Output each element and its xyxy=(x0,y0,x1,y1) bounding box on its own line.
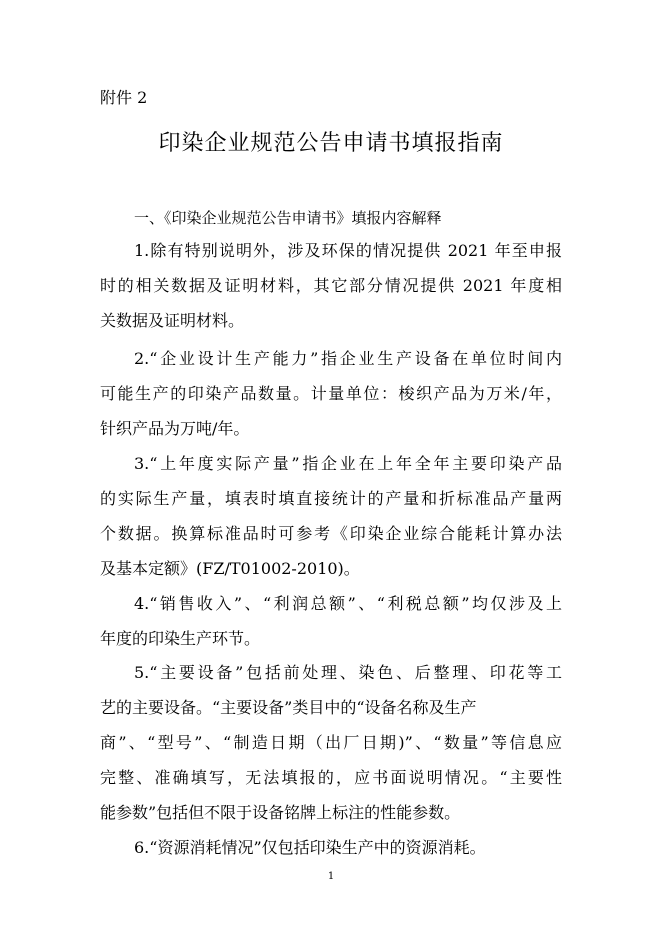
paragraph-line: 可能生产的印染产品数量。计量单位：梭织产品为万米/年， xyxy=(100,384,562,403)
document-title: 印染企业规范公告申请书填报指南 xyxy=(158,131,504,156)
paragraph-line: 关数据及证明材料。 xyxy=(100,311,245,330)
paragraph-3 xyxy=(100,446,562,586)
paragraph-line: 艺的主要设备。“主要设备”类目中的“设备名称及生产 xyxy=(100,698,477,717)
paragraph-1 xyxy=(100,233,562,338)
paragraph-line: 能参数”包括但不限于设备铭牌上标注的性能参数。 xyxy=(100,803,461,822)
paragraph-line: 商”、“型号”、“制造日期（出厂日期)”、“数量”等信息应 xyxy=(100,733,562,752)
paragraph-6 xyxy=(100,830,562,865)
paragraph-line: 3.“上年度实际产量”指企业在上年全年主要印染产品 xyxy=(134,454,562,473)
paragraph-line: 及基本定额》(FZ/T01002-2010)。 xyxy=(100,559,360,578)
attachment-label: 附件 2 xyxy=(100,88,148,107)
paragraph-line: 完整、准确填写，无法填报的，应书面说明情况。“主要性 xyxy=(100,768,562,787)
paragraph-5 xyxy=(100,655,562,830)
paragraph-line: 个数据。换算标准品时可参考《印染企业综合能耗计算办法 xyxy=(100,524,562,543)
paragraph-line: 的实际生产量，填表时填直接统计的产量和折标准品产量两 xyxy=(100,489,562,508)
paragraph-line: 6.“资源消耗情况”仅包括印染生产中的资源消耗。 xyxy=(134,838,486,857)
paragraph-line: 4.“销售收入”、“利润总额”、“利税总额”均仅涉及上 xyxy=(134,594,562,613)
paragraph-line: 1.除有特别说明外，涉及环保的情况提供 2021 年至申报 xyxy=(134,241,562,260)
paragraph-line: 针织产品为万吨/年。 xyxy=(100,419,250,438)
page-number: 1 xyxy=(327,871,335,882)
paragraph-2 xyxy=(100,341,562,446)
paragraph-line: 2.“企业设计生产能力”指企业生产设备在单位时间内 xyxy=(134,349,562,368)
paragraph-line: 时的相关数据及证明材料，其它部分情况提供 2021 年度相 xyxy=(100,276,562,295)
paragraph-line: 年度的印染生产环节。 xyxy=(100,629,261,648)
section-heading: 一、《印染企业规范公告申请书》填报内容解释 xyxy=(134,209,442,227)
paragraph-line: 5.“主要设备”包括前处理、染色、后整理、印花等工 xyxy=(134,663,562,682)
paragraph-4 xyxy=(100,586,562,656)
